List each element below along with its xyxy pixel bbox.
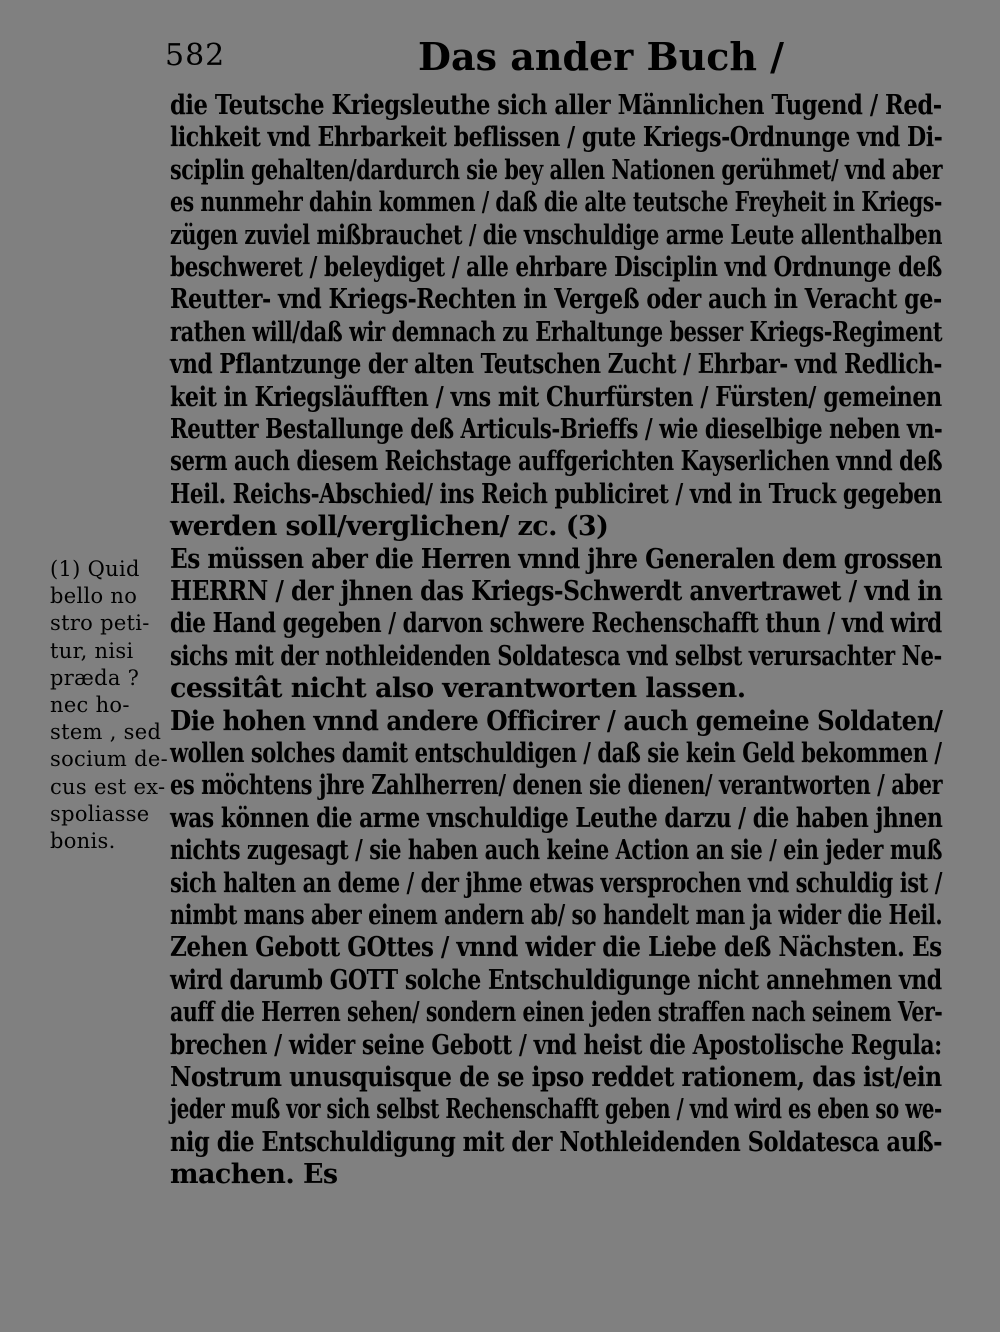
text-line: es möchtens jhre Zahlherren/ denen sie dienen/ verantworten / aber [170,770,943,802]
text-line: vnd Pflantzunge der alten Teutschen Zucht / Ehrbar- vnd Redlich- [170,349,942,381]
text-line: rathen will/daß wir demnach zu Erhaltunge besser Kriegs-Regiment [170,316,943,348]
marginal-note-line: nec ho- [50,693,130,717]
text-line: Heil. Reichs-Abschied/ ins Reich publiciret / vnd in Truck gegeben [170,478,942,510]
text-line: sciplin gehalten/dardurch sie bey allen Nationen gerühmet/ vnd aber [170,154,943,186]
text-line: machen. Es [170,1159,338,1191]
page-number: 582 [165,38,226,73]
marginal-note-line: tur, nisi [50,638,134,663]
text-line: Es müssen aber die Herren vnnd jhre Generalen dem grossen [170,543,943,575]
text-line: cessitât nicht also verantworten lassen. [170,673,746,705]
text-line: brechen / wider seine Gebott / vnd heist die Apostolische Regula: [170,1029,942,1061]
text-line: HERRN / der jhnen das Kriegs-Schwerdt anvertrawet / vnd in [170,576,943,607]
text-line: was können die arme vnschuldige Leuthe darzu / die haben jhnen [170,802,943,834]
text-line: Zehen Gebott GOttes / vnnd wider die Liebe deß Nächsten. Es [170,932,942,964]
marginal-note-line: stem , sed [50,720,162,745]
running-head: Das ander Buch / [418,34,785,79]
text-line: nig die Entschuldigung mit der Nothleidenden Soldatesca auß- [170,1126,943,1158]
text-line: die Teutsche Kriegsleuthe sich aller Männlichen Tugend / Red- [170,90,942,121]
text-line: Reutter- vnd Kriegs-Rechten in Vergeß oder auch in Veracht ge- [170,284,942,316]
text-line: wird darumb GOTT solche Entschuldigunge nicht annehmen vnd [170,964,942,996]
text-line: wollen solches damit entschuldigen / daß sie kein Geld bekommen / [170,738,942,769]
text-line: nichts zugesagt / sie haben auch keine Action an sie / ein jeder muß [170,835,942,867]
text-line: Die hohen vnnd andere Officirer / auch gemeine Soldaten/ [170,705,943,737]
text-line: Nostrum unusquisque de se ipso reddet rationem, das ist/ein [170,1062,942,1093]
text-line: lichkeit vnd Ehrbarkeit beflissen / gute Kriegs-Ordnunge vnd Di- [170,122,943,154]
marginal-note-line: bello no [50,584,138,609]
marginal-note-line: spoliasse [50,801,150,826]
marginal-note-line: (1) Quid [50,557,140,581]
text-line: sich halten an deme / der jhme etwas versprochen vnd schuldig ist / [170,867,943,899]
text-line: sichs mit der nothleidenden Soldatesca vnd selbst verursachter Ne- [170,640,942,672]
text-line: keit in Kriegsläufften / vns mit Churfürsten / Fürsten/ gemeinen [170,381,942,413]
text-line: serm auch diesem Reichstage auffgerichten Kayserlichen vnnd deß [170,446,943,478]
marginal-note-line: præda ? [50,665,140,690]
text-line: werden soll/verglichen/ zc. (3) [170,511,609,543]
marginal-note-line: stro peti- [50,611,150,636]
text-line: es nunmehr dahin kommen / daß die alte teutsche Freyheit in Kriegs- [170,187,942,219]
text-line: die Hand gegeben / darvon schwere Rechenschafft thun / vnd wird [170,608,942,640]
text-line: nimbt mans aber einem andern ab/ so handelt man ja wider die Heil. [170,900,943,931]
text-line: auff die Herren sehen/ sondern einen jeden straffen nach seinem Ver- [170,997,943,1029]
text-line: jeder muß vor sich selbst Rechenschafft geben / vnd wird es eben so we- [170,1094,942,1126]
marginal-note-line: bonis. [50,829,116,853]
marginal-note-line: socium de- [50,747,168,772]
marginal-note-line: cus est ex- [50,774,166,799]
text-line: beschweret / beleydiget / alle ehrbare Disciplin vnd Ordnunge deß [170,252,942,283]
text-line: Reutter Bestallunge deß Articuls-Brieffs / wie dieselbige neben vn- [170,414,943,445]
text-line: zügen zuviel mißbrauchet / die vnschuldige arme Leute allenthalben [170,219,942,251]
